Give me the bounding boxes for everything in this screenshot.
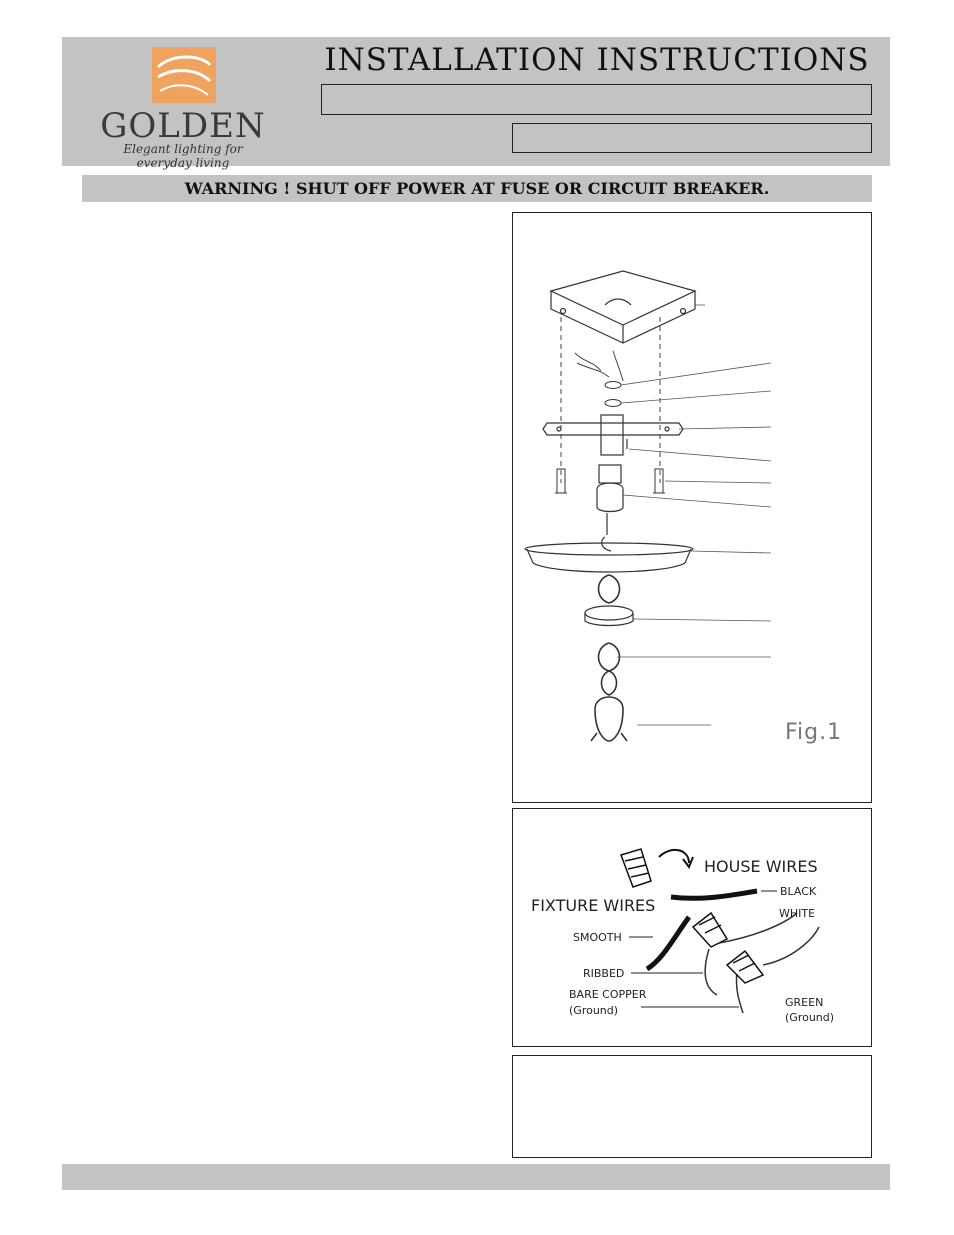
exploded-diagram	[513, 213, 870, 801]
chain-drawing	[599, 575, 620, 695]
figure-1-label: Fig.1	[785, 720, 843, 745]
white-wire-label: WHITE	[779, 907, 816, 920]
crossbar-drawing	[543, 415, 683, 455]
black-wire-label: BLACK	[780, 885, 817, 898]
bare-copper-label: BARE COPPER	[569, 988, 647, 1001]
fixture-name-field	[512, 123, 872, 153]
hook-drawing	[597, 465, 623, 551]
logo-tagline: Elegant lighting for everyday living	[123, 142, 243, 170]
warning-banner: WARNING ! SHUT OFF POWER AT FUSE OR CIRCUIT BREAKER.	[82, 175, 872, 202]
golden-logo	[98, 44, 268, 170]
house-wires-label: HOUSE WIRES	[704, 857, 818, 876]
page-title: INSTALLATION INSTRUCTIONS	[324, 42, 870, 78]
logo-emblem	[152, 47, 216, 103]
figure-1-panel	[512, 212, 872, 803]
figure-2-panel	[512, 808, 872, 1047]
green-wire-label: GREEN	[785, 996, 824, 1009]
footer-band	[62, 1164, 890, 1190]
wiring-diagram	[513, 809, 870, 1045]
green-ground-label: (Ground)	[785, 1011, 835, 1024]
notes-box	[512, 1055, 872, 1158]
bare-copper-ground-label: (Ground)	[569, 1004, 619, 1017]
smooth-wire-label: SMOOTH	[573, 931, 622, 944]
model-number-field	[321, 84, 872, 115]
canopy-drawing	[551, 271, 695, 343]
logo-swirl-icon	[152, 47, 216, 103]
fixture-wires-label: FIXTURE WIRES	[531, 896, 656, 915]
logo-wordmark: GOLDEN	[100, 106, 266, 146]
wire-nut-icon	[621, 849, 651, 887]
bowl-drawing	[525, 543, 693, 572]
ribbed-wire-label: RIBBED	[583, 967, 625, 980]
